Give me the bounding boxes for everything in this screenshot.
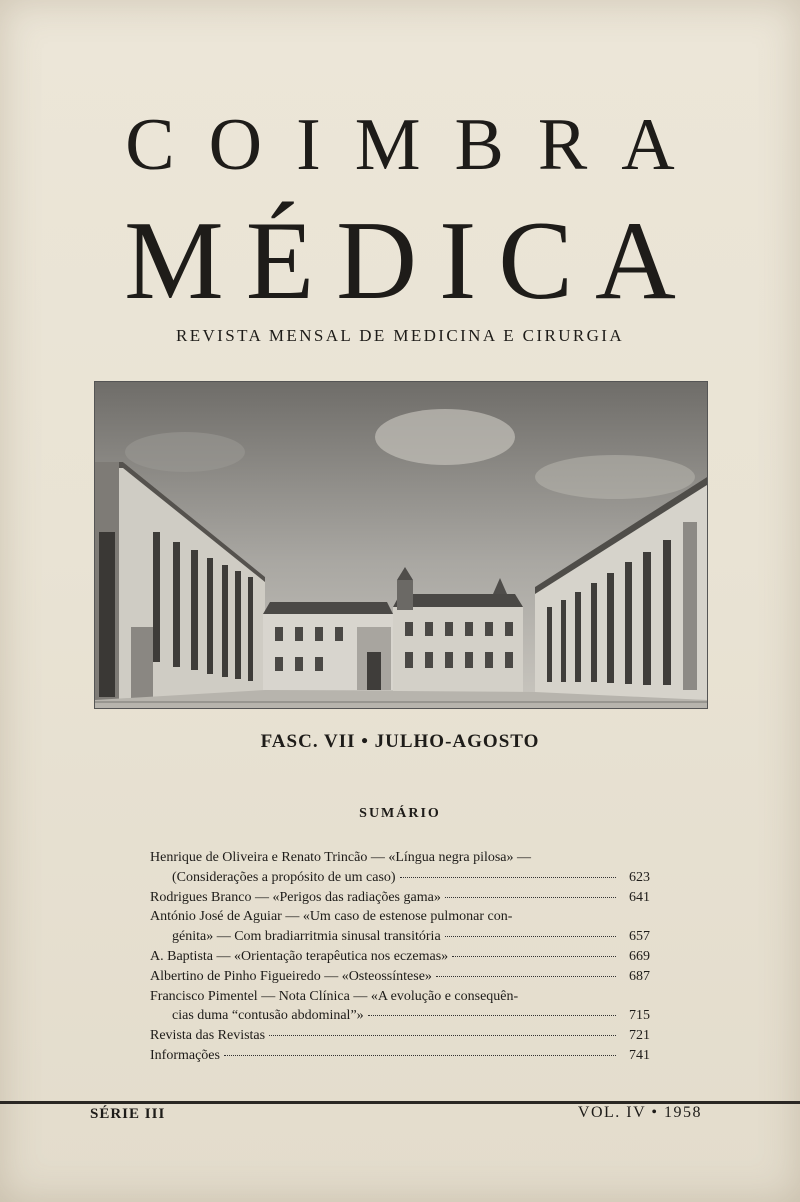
dot-leader: [368, 1015, 616, 1016]
toc-entry-page: 623: [629, 869, 650, 885]
toc-entry-page: 687: [629, 968, 650, 984]
summary-heading: SUMÁRIO: [359, 806, 441, 821]
toc-entry-text: (Considerações a propósito de um caso): [172, 869, 396, 885]
dot-leader: [445, 897, 616, 898]
toc-entry-text: António José de Aguiar — «Um caso de estenose pulmonar con-: [150, 909, 513, 925]
toc-entry-page: 669: [629, 948, 650, 964]
toc-entry-text: Henrique de Oliveira e Renato Trincão — «Língua negra pilosa» —: [150, 850, 532, 865]
toc-entry-page: 641: [629, 889, 650, 905]
toc-entry: [150, 987, 650, 1007]
toc-entry: [150, 907, 650, 927]
toc-entry: [150, 1046, 650, 1066]
dot-leader: [452, 956, 616, 957]
toc-entry: [150, 1026, 650, 1046]
series-label: SÉRIE III: [90, 1106, 166, 1122]
volume-year-label: VOL. IV • 1958: [577, 1104, 702, 1121]
toc-entry-text: génita» — Com bradiarritmia sinusal transitória: [172, 929, 441, 945]
toc-entry-text: Francisco Pimentel — Nota Clínica — «A evolução e consequên-: [150, 988, 519, 1004]
toc-entry-text: Informações: [150, 1047, 220, 1063]
dot-leader: [269, 1035, 616, 1036]
university-buildings-illustration: [94, 381, 708, 709]
masthead-subtitle: REVISTA MENSAL DE MEDICINA E CIRURGIA: [175, 326, 625, 345]
toc-entry: [150, 888, 650, 908]
dot-leader: [224, 1055, 616, 1056]
dot-leader: [436, 976, 616, 977]
toc-entry-page: 657: [629, 929, 650, 945]
toc-entry-text: Revista das Revistas: [150, 1028, 266, 1044]
masthead-title-line2: MÉDICA: [124, 199, 698, 323]
toc-entry: [150, 927, 650, 947]
toc-entry: [150, 848, 650, 868]
toc-entry-text: cias duma “contusão abdominal”»: [172, 1008, 364, 1024]
toc-entry: [150, 1006, 650, 1026]
dot-leader: [445, 936, 616, 937]
table-of-contents: [150, 848, 650, 1066]
masthead-title-line1: COIMBRA: [125, 104, 709, 186]
issue-fascicle: FASC. VII • JULHO-AGOSTO: [260, 731, 540, 752]
toc-entry: [150, 868, 650, 888]
toc-entry-page: 741: [629, 1047, 650, 1063]
toc-entry-text: Albertino de Pinho Figueiredo — «Osteossíntese»: [150, 968, 432, 984]
dot-leader: [400, 877, 616, 878]
toc-entry-text: Rodrigues Branco — «Perigos das radiações gama»: [150, 889, 441, 905]
toc-entry: [150, 947, 650, 967]
toc-entry: [150, 967, 650, 987]
toc-entry-page: 721: [629, 1028, 650, 1044]
toc-entry-text: A. Baptista — «Orientação terapêutica nos eczemas»: [150, 948, 449, 964]
toc-entry-page: 715: [629, 1008, 650, 1024]
